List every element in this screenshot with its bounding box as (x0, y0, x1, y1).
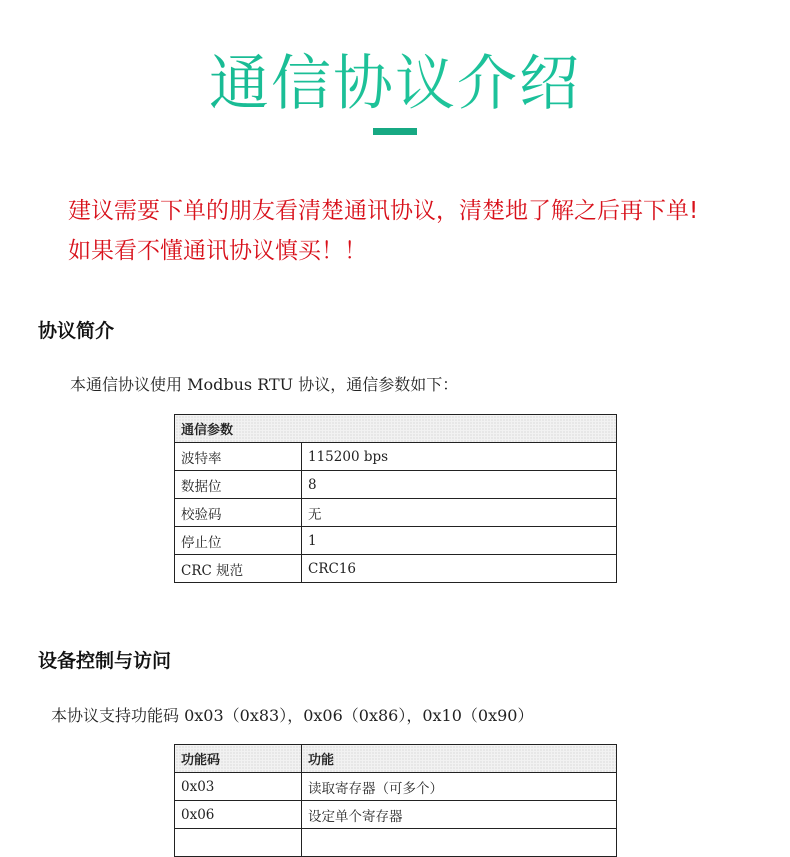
comm-params-table (174, 414, 617, 583)
param-name: 停止位 (175, 527, 302, 555)
title-underline (373, 128, 417, 135)
page-title: 通信协议介绍 (0, 46, 790, 122)
table-row (175, 499, 617, 527)
function-desc (302, 829, 617, 857)
param-value: 8 (302, 471, 617, 499)
function-desc: 读取寄存器（可多个） (302, 773, 617, 801)
table-row (175, 801, 617, 829)
param-name: 校验码 (175, 499, 302, 527)
param-name: CRC 规范 (175, 555, 302, 583)
notice-line-2: 如果看不懂通讯协议慎买！！ (68, 238, 367, 264)
param-value: CRC16 (302, 555, 617, 583)
param-value: 1 (302, 527, 617, 555)
function-code: 0x03 (175, 773, 302, 801)
table-header-row (175, 415, 617, 443)
table-row (175, 443, 617, 471)
notice-line-1: 建议需要下单的朋友看清楚通讯协议，清楚地了解之后再下单! (68, 198, 699, 224)
function-code: 0x06 (175, 801, 302, 829)
protocol-intro-text: 本通信协议使用 Modbus RTU 协议，通信参数如下： (70, 375, 459, 394)
function-code (175, 829, 302, 857)
table-row (175, 829, 617, 857)
table-row (175, 555, 617, 583)
column-header-function: 功能 (302, 745, 617, 773)
table-row (175, 471, 617, 499)
param-value: 115200 bps (302, 443, 617, 471)
param-name: 数据位 (175, 471, 302, 499)
table-header-cell: 通信参数 (175, 415, 617, 443)
param-value: 无 (302, 499, 617, 527)
table-row (175, 527, 617, 555)
device-control-intro-text: 本协议支持功能码 0x03（0x83），0x06（0x86），0x10（0x90） (51, 706, 534, 725)
section-heading-protocol-intro: 协议简介 (38, 320, 115, 342)
column-header-code: 功能码 (175, 745, 302, 773)
param-name: 波特率 (175, 443, 302, 471)
table-row (175, 773, 617, 801)
table-header-row (175, 745, 617, 773)
function-code-table (174, 744, 617, 857)
function-desc: 设定单个寄存器 (302, 801, 617, 829)
section-heading-device-control: 设备控制与访问 (38, 650, 172, 672)
